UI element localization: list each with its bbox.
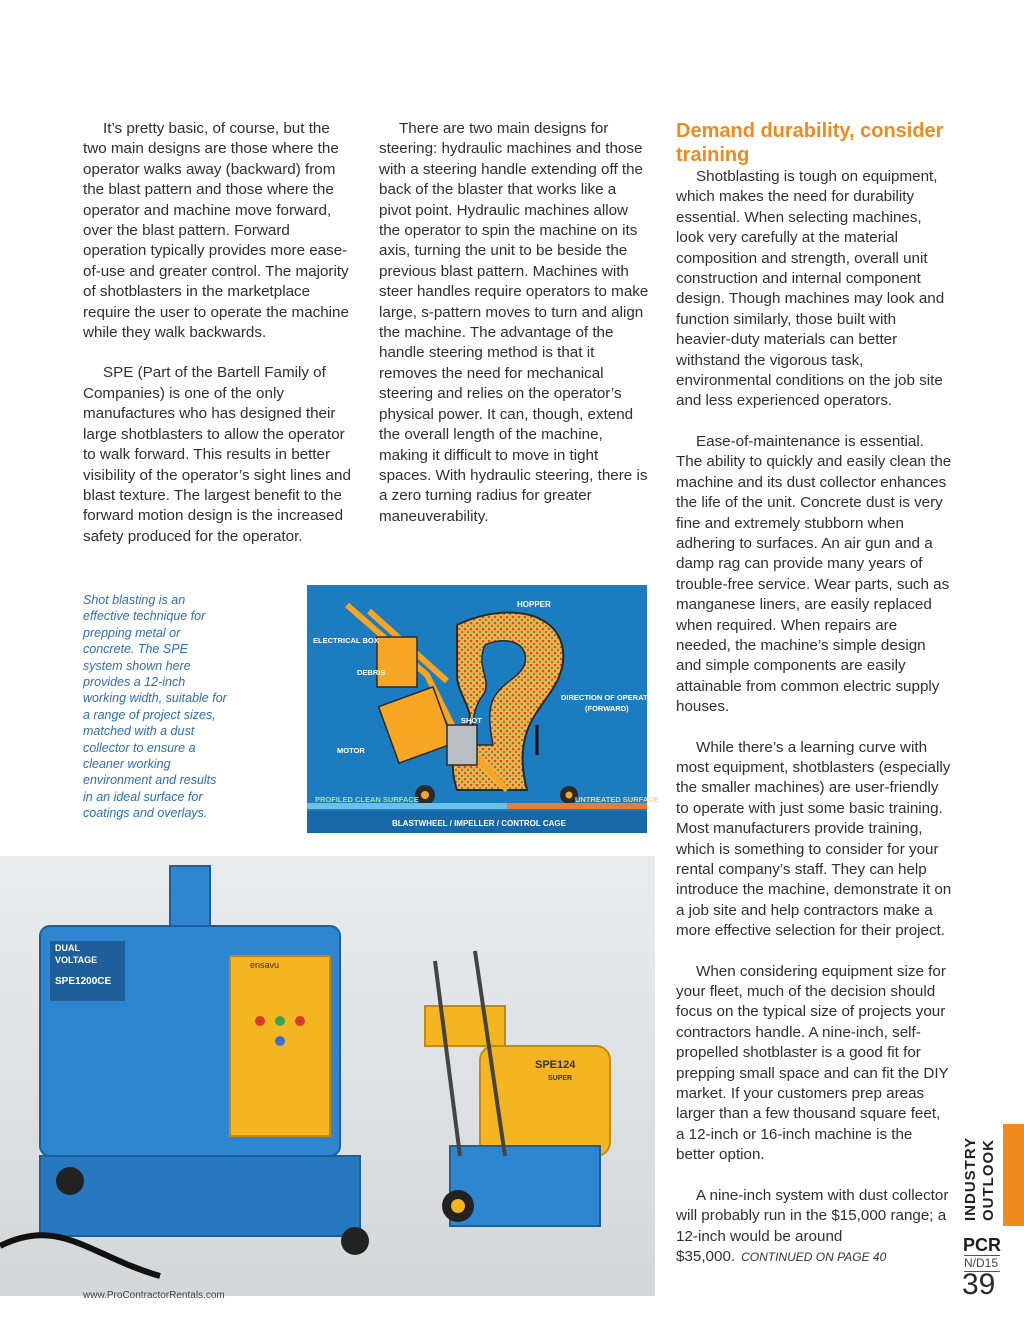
paragraph: There are two main designs for steering: hydraulic machines and those with a steering handle extending off the back of the blaster that works like a pivot point. Hydraulic machines allow the operator to spin the machine on its axis, turning the unit to be beside the previous blast pattern. Machines with steer handles require operators to make large, s-pattern moves to turn and align the machine. The advantage of the handle steering method is that it removes the need for mechanical steering and relies on the operator’s physical power. It can, though, extend the overall length of the machine, making it difficult to move in tight spaces. With hydraulic steering, there is a zero turning radius for greater maneuverability. <box>379 120 649 525</box>
label-profiled-surface: PROFILED CLEAN SURFACE <box>315 795 419 804</box>
shotblaster-diagram <box>307 585 661 833</box>
article-column-2 <box>379 119 649 527</box>
paragraph-last <box>676 1186 952 1268</box>
section-tab <box>958 1125 1024 1225</box>
label-untreated-surface: UNTREATED SURFACE <box>575 795 659 804</box>
panel-brand: ensavu <box>250 960 280 970</box>
label-direction: DIRECTION OF OPERATION <box>561 693 661 702</box>
figure-caption: Shot blasting is an effective technique for prepping metal or concrete. The SPE system shown here provides a 12-inch working width, suitable for a range of project sizes, matched with a dust collector to ensure a cleaner working environment and results in an ideal surface for coatings and overlays. <box>83 593 227 821</box>
paragraph: It’s pretty basic, of course, but the two main designs are those where the operator walks away (backward) from the blast pattern and those where the operator and machine move forward, over the blast pattern. Forward operation typically provides more ease-of-use and greater control. The majority of shotblasters in the marketplace require the user to operate the machine while they walk backwards. <box>83 120 349 342</box>
page-number: 39 <box>962 1268 996 1301</box>
paragraph: Shotblasting is tough on equipment, which makes the need for durability essential. When selecting machines, look very carefully at the material composition and strength, overall unit construction and internal component design. Though machines may look and function similarly, those built with heavier-duty materials can better withstand the vigorous task, environmental conditions on the job site and less experienced operators. <box>676 168 945 410</box>
dual-label: DUAL <box>55 943 80 953</box>
paragraph: While there’s a learning curve with most equipment, shotblasters (especially the smaller machines) are user-friendly to operate with just some basic training. Most manufacturers provide training, which is something to consider for your rental company’s staff. They can help introduce the machine, demonstrate it on a job site and help contractors make a more effective selection for their project. <box>676 738 952 940</box>
label-debris: DEBRIS <box>357 668 386 677</box>
section-line-1: INDUSTRY <box>962 1136 979 1221</box>
footer-url[interactable]: www.ProContractorRentals.com <box>83 1290 225 1301</box>
large-model-label: SPE1200CE <box>55 976 112 987</box>
label-electrical-box: ELECTRICAL BOX <box>313 636 379 645</box>
paragraph: Ease-of-maintenance is essential. The ability to quickly and easily clean the machine and its dust collector enhances the life of the unit. Concrete dust is very fine and extremely stubborn when adhering to surfaces. An air gun and a damp rag can provide many years of trouble-free service. Wear parts, such as manganese liners, are easily replaced when required. When repairs are needed, the machine’s simple design and simple components are easily attainable from common electric supply houses. <box>676 432 952 716</box>
small-model-label: SPE124 <box>535 1059 576 1071</box>
label-motor: MOTOR <box>337 746 365 755</box>
section-heading: Demand durability, consider training <box>676 120 944 166</box>
voltage-label: VOLTAGE <box>55 955 98 965</box>
continued-note: CONTINUED ON PAGE 40 <box>741 1249 887 1264</box>
issue-label: N/D15 <box>964 1256 999 1270</box>
label-blastwheel: BLASTWHEEL / IMPELLER / CONTROL CAGE <box>392 819 566 828</box>
small-model-sub: SUPER <box>548 1075 573 1082</box>
section-line-2: OUTLOOK <box>980 1139 997 1221</box>
paragraph: SPE (Part of the Bartell Family of Companies) is one of the only manufactures who has designed their large shotblasters to allow the operator to walk forward. This results in better visibility of the operator’s sight lines and blast texture. The largest benefit to the forward motion design is the increased safety produced for the operator. <box>83 364 351 545</box>
article-column-1 <box>83 119 353 547</box>
paragraph-text: A nine-inch system with dust collector will probably run in the $15,000 range; a 12-inch would be around $35,000. <box>676 1186 949 1265</box>
machines-photo <box>0 856 655 1296</box>
section-name <box>962 1137 998 1221</box>
label-direction-sub: (FORWARD) <box>585 704 629 713</box>
paragraph: When considering equipment size for your fleet, much of the decision should focus on the typical size of projects your contractors handle. A nine-inch, self-propelled shotblaster is a good fit for prepping small space and can fit the DIY market. If your customers prep areas larger than a few thousand square feet, a 12-inch or 16-inch machine is the better option. <box>676 962 949 1164</box>
label-hopper: HOPPER <box>517 600 551 609</box>
label-shot: SHOT <box>461 716 482 725</box>
article-column-3 <box>676 119 952 1267</box>
magazine-name: PCR <box>963 1235 1002 1255</box>
